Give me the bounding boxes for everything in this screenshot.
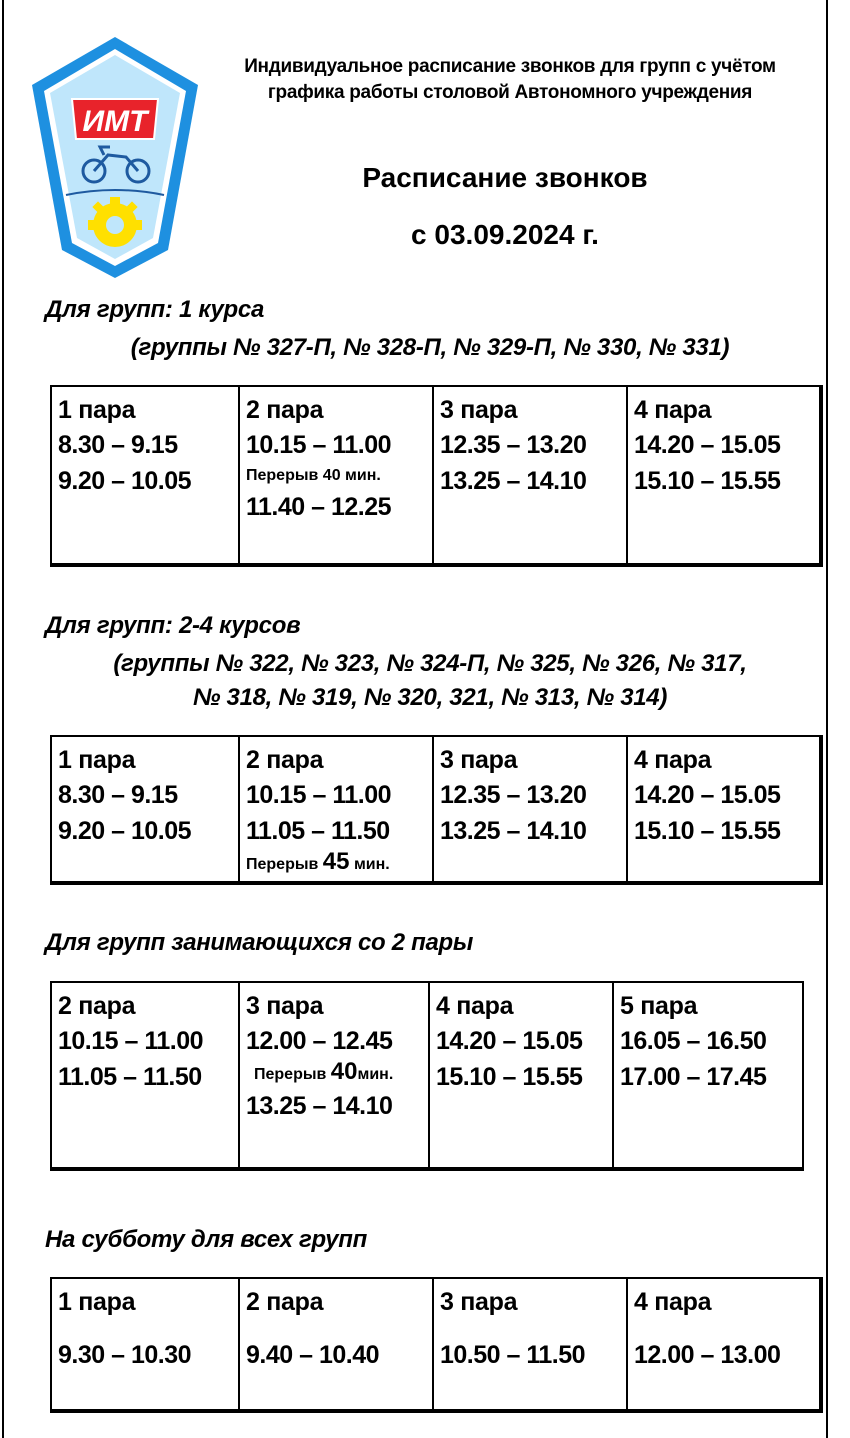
s1-cell-2 xyxy=(239,386,433,565)
s3-cell-1 xyxy=(51,982,239,1169)
pair-label: 3 пара xyxy=(440,396,518,424)
break-word: Перерыв xyxy=(254,1066,327,1083)
time-slot: 14.20 – 15.05 xyxy=(634,781,781,809)
break-note: Перерыв 40 мин. xyxy=(246,467,381,484)
s4-cell-3 xyxy=(433,1278,627,1411)
pair-label: 2 пара xyxy=(246,746,324,774)
section1-groups: (группы № 327-П, № 328-П, № 329-П, № 330, № 331) xyxy=(130,334,730,361)
time-slot: 8.30 – 9.15 xyxy=(58,781,178,809)
schedule-subtitle xyxy=(200,54,820,106)
section2-groups-line2: № 318, № 319, № 320, 321, № 313, № 314) xyxy=(192,684,668,711)
s4-cell-1 xyxy=(51,1278,239,1411)
time-slot: 8.30 – 9.15 xyxy=(58,431,178,459)
s3-cell-3 xyxy=(429,982,613,1169)
time-slot: 10.15 – 11.00 xyxy=(58,1027,204,1055)
time-slot: 14.20 – 15.05 xyxy=(634,431,781,459)
s2-cell-2 xyxy=(239,736,433,883)
s3-cell-4 xyxy=(613,982,803,1169)
time-slot: 13.25 – 14.10 xyxy=(246,1092,393,1120)
pair-label: 3 пара xyxy=(246,992,324,1020)
time-slot: 12.00 – 13.00 xyxy=(634,1341,781,1369)
section1-heading: Для групп: 1 курса xyxy=(45,296,265,323)
subtitle-line-2: графика работы столовой Автономного учреждения xyxy=(267,82,753,103)
section1-table xyxy=(50,385,823,567)
break-minutes: 45 xyxy=(322,848,350,875)
section2-heading: Для групп: 2-4 курсов xyxy=(45,612,301,639)
time-slot: 10.50 – 11.50 xyxy=(440,1341,586,1369)
s1-cell-1 xyxy=(51,386,239,565)
pair-label: 1 пара xyxy=(58,746,136,774)
time-slot: 17.00 – 17.45 xyxy=(620,1063,767,1091)
effective-date: с 03.09.2024 г. xyxy=(411,219,599,250)
pair-label: 3 пара xyxy=(440,1288,518,1316)
pair-label: 2 пара xyxy=(246,396,324,424)
page-border-left xyxy=(2,0,4,1438)
time-slot: 11.05 – 11.50 xyxy=(246,817,390,845)
time-slot: 9.30 – 10.30 xyxy=(58,1341,192,1369)
time-slot: 15.10 – 15.55 xyxy=(436,1063,583,1091)
section3-table xyxy=(50,981,804,1171)
break-note xyxy=(246,1059,428,1088)
time-slot: 12.35 – 13.20 xyxy=(440,431,587,459)
pair-label: 4 пара xyxy=(634,396,712,424)
pair-label: 1 пара xyxy=(58,1288,136,1316)
time-slot: 9.20 – 10.05 xyxy=(58,467,192,495)
break-unit: мин. xyxy=(353,856,390,873)
s1-cell-4 xyxy=(627,386,821,565)
time-slot: 14.20 – 15.05 xyxy=(436,1027,583,1055)
time-slot: 12.00 – 12.45 xyxy=(246,1027,393,1055)
break-word: Перерыв xyxy=(246,856,319,873)
section2-groups-line1: (группы № 322, № 323, № 324-П, № 325, № 326, № 317, xyxy=(113,650,747,677)
page-border-right xyxy=(826,0,828,1438)
s1-cell-3 xyxy=(433,386,627,565)
break-note xyxy=(246,849,432,878)
pair-label: 3 пара xyxy=(440,746,518,774)
pair-label: 5 пара xyxy=(620,992,698,1020)
subtitle-line-1: Индивидуальное расписание звонков для групп с учётом xyxy=(244,56,776,77)
s3-cell-2 xyxy=(239,982,429,1169)
page-title: Расписание звонков xyxy=(362,162,648,193)
logo-text: ИМТ xyxy=(82,105,148,138)
time-slot: 9.40 – 10.40 xyxy=(246,1341,380,1369)
s4-cell-2 xyxy=(239,1278,433,1411)
section2-table xyxy=(50,735,823,885)
s4-cell-4 xyxy=(627,1278,821,1411)
time-slot: 15.10 – 15.55 xyxy=(634,817,781,845)
imt-emblem-logo xyxy=(30,35,200,280)
time-slot: 10.15 – 11.00 xyxy=(246,781,392,809)
pair-label: 2 пара xyxy=(246,1288,324,1316)
pair-label: 2 пара xyxy=(58,992,136,1020)
time-slot: 11.05 – 11.50 xyxy=(58,1063,202,1091)
s2-cell-1 xyxy=(51,736,239,883)
break-unit: мин. xyxy=(357,1066,394,1083)
time-slot: 13.25 – 14.10 xyxy=(440,467,587,495)
pair-label: 4 пара xyxy=(634,746,712,774)
s2-cell-4 xyxy=(627,736,821,883)
time-slot: 15.10 – 15.55 xyxy=(634,467,781,495)
break-minutes: 40 xyxy=(330,1058,358,1085)
pair-label: 4 пара xyxy=(634,1288,712,1316)
section4-heading: На субботу для всех групп xyxy=(45,1226,368,1253)
time-slot: 13.25 – 14.10 xyxy=(440,817,587,845)
time-slot: 11.40 – 12.25 xyxy=(246,493,392,521)
pair-label: 4 пара xyxy=(436,992,514,1020)
time-slot: 10.15 – 11.00 xyxy=(246,431,392,459)
section3-heading: Для групп занимающихся со 2 пары xyxy=(45,929,474,956)
time-slot: 16.05 – 16.50 xyxy=(620,1027,767,1055)
section4-table xyxy=(50,1277,823,1413)
pair-label: 1 пара xyxy=(58,396,136,424)
time-slot: 12.35 – 13.20 xyxy=(440,781,587,809)
s2-cell-3 xyxy=(433,736,627,883)
time-slot: 9.20 – 10.05 xyxy=(58,817,192,845)
